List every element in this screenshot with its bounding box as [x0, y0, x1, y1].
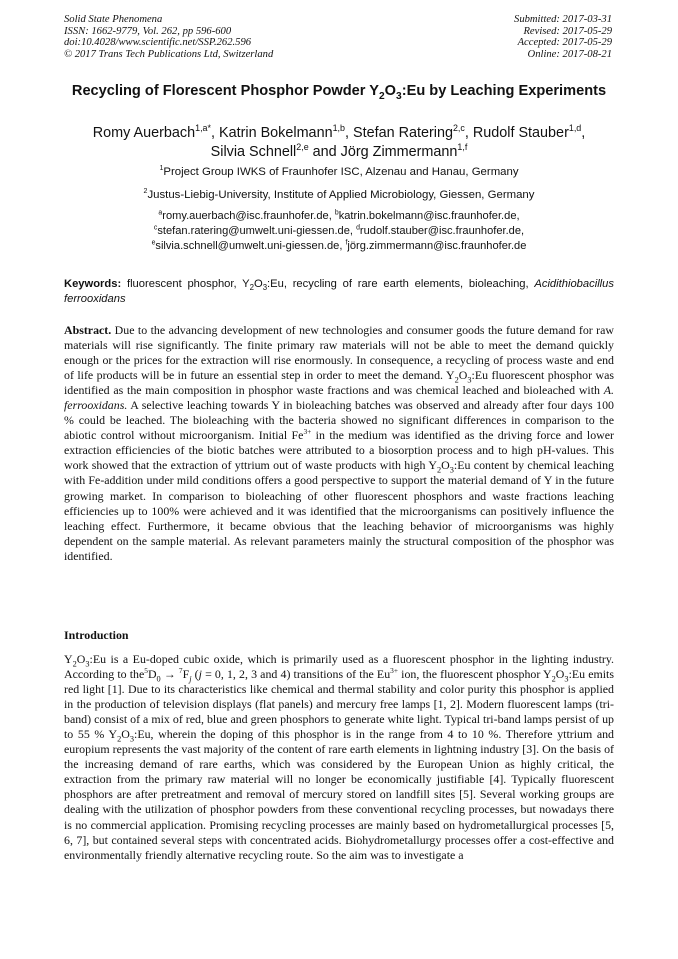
- affiliation-2: $^2$Justus-Liebig-University, Institute of Applied Microbiology, Giessen, Germany: [143, 188, 535, 201]
- doi-line[interactable]: doi:10.4028/www.scientific.net/SSP.262.596: [64, 37, 252, 49]
- email-c[interactable]: stefan.ratering@umwelt.uni-giessen.de,: [157, 224, 353, 237]
- accepted-date: Accepted: 2017-05-29: [517, 37, 612, 49]
- email-b[interactable]: katrin.bokelmann@isc.fraunhofer.de,: [338, 210, 520, 222]
- author: Rudolf Stauber$^{1,d}$: [472, 123, 582, 141]
- email-f[interactable]: jörg.zimmermann@isc.fraunhofer.de: [347, 239, 527, 252]
- email-d[interactable]: rudolf.stauber@isc.fraunhofer.de,: [359, 224, 525, 237]
- affiliation-1: $^1$Project Group IWKS of Fraunhofer ISC, Alzenau and Hanau, Germany: [159, 165, 519, 178]
- copyright-line: © 2017 Trans Tech Publications Ltd, Switzerland: [64, 48, 274, 60]
- author: Romy Auerbach$^{1,a*}$: [92, 123, 211, 141]
- abstract-paragraph: Abstract. Due to the advancing development of new technologies and consumer goods the future demand for raw materials will rise significantly. The finite primary raw materials will not be able to meet the demand quickly enough or the prices for the extraction will rise enormously. In consequence, a recycling of process waste and end of life products will be in future an essential step in order to meet the demand. $Y_2O_3:Eu$ fluorescent phosphor was identified as the main composition in phosphor waste fractions and was chemical leached and bioleached with A. ferrooxidans. A selective leaching towards Y in bioleaching batches was observed and already after four days 100 % could be leached. The bioleaching with the bacteria showed no significant differences in comparison to the abiotic control without microorganism. Initial $Fe^{3+}$ in the medium was identified as the driving force and lower extraction efficiencies of the biotic batches were attributed to a biosorption process and to high pH-values. This work showed that the extraction of yttrium out of waste products with high $Y_2O_3:Eu$ content by chemical leaching with Fe-addition under mild conditions offers a good perspective to support the material demand of Y in the future growing market. In comparison to bioleaching of other fluorescent phosphors and waste fractions leaching efficiencies up to 100% were achieved and it was identified that the microorganisms can positively influence the leaching effect. Furthermore, it became obvious that the leaching behavior of microorganisms was highly dependent on the sample material. As relevant parameters mainly the structural composition of the phosphor was identified.: [64, 323, 614, 563]
- keywords-label: Keywords:: [64, 278, 122, 290]
- abstract-label: Abstract.: [64, 323, 112, 337]
- author: Silvia Schnell$^{2,e}$: [210, 141, 309, 160]
- submitted-date: Submitted: 2017-03-31: [514, 14, 612, 25]
- paper-title: Recycling of Florescent Phosphor Powder $Y_2O_3:Eu$ by Leaching Experiments: [71, 83, 607, 102]
- organism-name: Acidithiobacillus ferrooxidans: [64, 278, 614, 305]
- email-list: $^a$romy.auerbach@isc.fraunhofer.de, $^b$katrin.bokelmann@isc.fraunhofer.de, $^c$stefan.ratering@umwelt.uni-giessen.de, $^d$rudolf.stauber@isc.fraunhofer.de, $^e$silvia.schnell@umwelt.uni-giessen.de, $^f$jörg.zimmermann@isc.fraunhofer.de: [151, 209, 527, 252]
- author: Stefan Ratering$^{2,c}$: [352, 123, 465, 141]
- author: Katrin Bokelmann$^{1,b}$: [218, 123, 345, 141]
- online-date: Online: 2017-08-21: [527, 48, 612, 60]
- email-a[interactable]: romy.auerbach@isc.fraunhofer.de,: [162, 210, 332, 222]
- introduction-paragraph: $Y_2O_3:Eu$ is a Eu-doped cubic oxide, which is primarily used as a fluorescent phosphor in the lighting industry. According to $the^5D_0 \to ^7F_j$ (j = 0, 1, 2, 3 and 4) transitions of the $Eu^{3+}$ ion, the fluorescent phosphor $Y_2O_3:Eu$ emits red light [1]. Due to its characteristics like chemical and thermal stability and color purity this phosphor is applied in the production of television displays (flat panels) and mercury free lamps [1, 2]. Modern fluorescent lamps (tri-band) consist of a mix of red, blue and green phosphors to generate white light. Typical tri-band lamps persist of up to 55 % $Y_2O_3:Eu$, wherein the doping of this phosphor is in the range from 4 to 10 %. Therefore yttrium and europium represents the vast majority of the content of rare earth elements in lightning industry [3]. On the basis of the increasing demand of rare earths, which was considered by the European Union as highly critical, the extraction from the primary raw material will no longer be economically justifiable [4]. Typically fluorescent phosphors are after pretreatment and removal of mercury stored on landfill sites [5]. Several working groups are dealing with the utilization of phosphor powders from these conventional recycling processes, but nowadays there is no commercial application. Promising recycling processes are mainly based on hydrometallurgical processes [5, 6, 7], but contained several steps with concentrated acids. Biohydrometallurgy processes offer a cost-effective and environmentally friendly alternative recycling route. So the aim was to investigate a: [64, 652, 614, 862]
- publication-dates: [514, 14, 612, 60]
- email-e[interactable]: silvia.schnell@umwelt.uni-giessen.de,: [155, 239, 343, 252]
- author: Jörg Zimmermann$^{1,f}$: [340, 141, 468, 160]
- issn-line: ISSN: 1662-9779, Vol. 262, pp 596-600: [64, 25, 232, 37]
- journal-info: [64, 14, 273, 60]
- section-heading-introduction: Introduction: [64, 628, 129, 642]
- author-list: Romy Auerbach$^{1,a*}$, Katrin Bokelmann$^{1,b}$, Stefan Ratering$^{2,c}$, Rudolf Stauber$^{1,d}$, Silvia Schnell$^{2,e}$ and Jörg Zimmermann$^{1,f}$: [92, 123, 586, 160]
- keywords-paragraph: Keywords: fluorescent phosphor, $Y_2O_3:Eu$, recycling of rare earth elements, bioleaching, Acidithiobacillus ferrooxidans: [64, 278, 614, 305]
- journal-name: Solid State Phenomena: [64, 14, 163, 25]
- revised-date: Revised: 2017-05-29: [523, 25, 612, 37]
- organism-name: A. ferrooxidans.: [64, 383, 614, 413]
